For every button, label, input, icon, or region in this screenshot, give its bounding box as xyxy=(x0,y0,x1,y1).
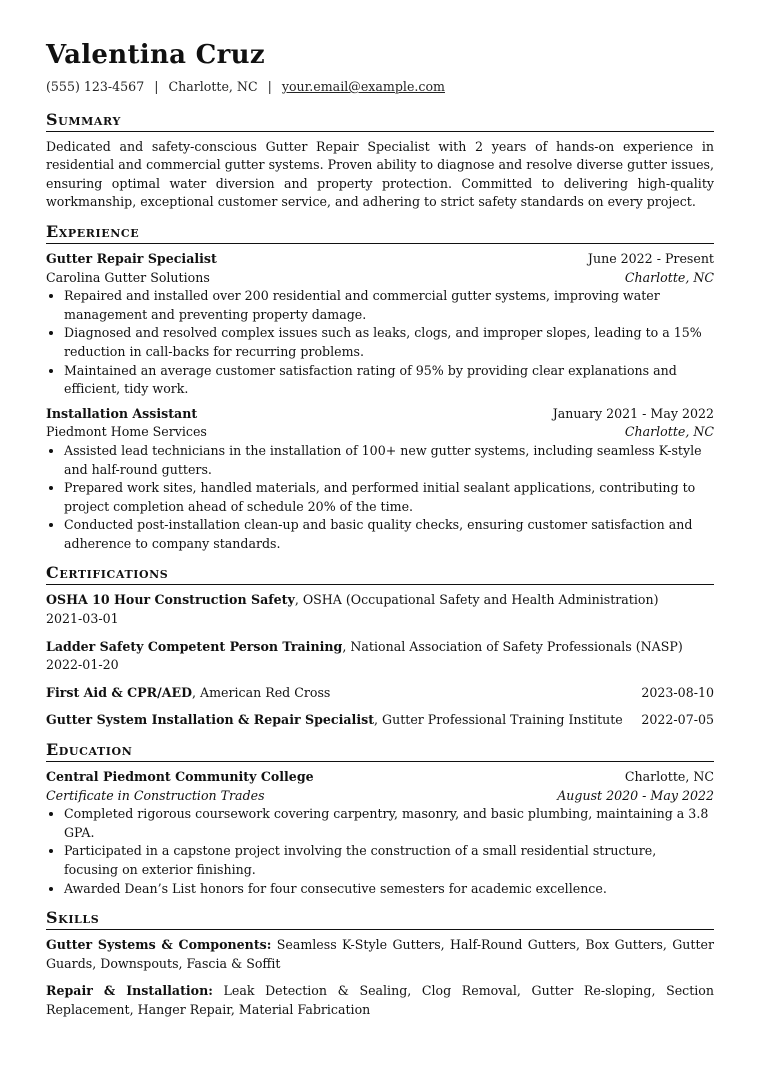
job-bullets xyxy=(46,287,714,399)
cert-issuer: , Gutter Professional Training Institute xyxy=(374,712,623,728)
experience-section xyxy=(46,222,714,554)
section-heading: Summary xyxy=(46,110,714,132)
cert-issuer: , National Association of Safety Professionals (NASP) xyxy=(342,638,683,654)
education-bullets xyxy=(46,805,714,898)
cert-name: OSHA 10 Hour Construction Safety xyxy=(46,592,295,608)
cert-entry xyxy=(46,711,714,730)
location: Charlotte, NC xyxy=(168,79,258,94)
cert-issuer: , OSHA (Occupational Safety and Health Administration) xyxy=(294,592,659,608)
education-dates: August 2020 - May 2022 xyxy=(557,787,714,803)
bullet-item: • Diagnosed and resolved complex issues such as leaks, clogs, and improper slopes, leading to a 15% reduction in call-backs for recurring problems. xyxy=(64,324,714,361)
bullet-item: • Maintained an average customer satisfaction rating of 95% by providing clear explanations and efficient, tidy work. xyxy=(64,362,714,399)
cert-date: 2022-07-05 xyxy=(641,712,714,728)
bullet-item: • Prepared work sites, handled materials, and performed initial sealant applications, contributing to project completion ahead of schedule 20% of the time. xyxy=(64,479,714,516)
job-company: Carolina Gutter Solutions xyxy=(46,269,210,285)
certifications-section xyxy=(46,563,714,730)
contact-line xyxy=(46,78,714,97)
cert-name: First Aid & CPR/AED xyxy=(46,684,193,700)
separator: | xyxy=(267,79,272,94)
cert-date: 2022-01-20 xyxy=(46,657,119,673)
skill-category: Gutter Systems & Components: xyxy=(46,937,272,953)
cert-entry xyxy=(46,638,714,675)
degree: Certificate in Construction Trades xyxy=(46,787,265,803)
education-section xyxy=(46,740,714,898)
job-dates: June 2022 - Present xyxy=(587,250,714,266)
school-name: Central Piedmont Community College xyxy=(46,769,314,785)
cert-entry xyxy=(46,684,714,703)
section-heading: Certifications xyxy=(46,563,714,585)
section-heading: Experience xyxy=(46,222,714,244)
bullet-item: • Repaired and installed over 200 residential and commercial gutter systems, improving water management and preventing property damage. xyxy=(64,287,714,324)
job-role: Installation Assistant xyxy=(46,405,198,421)
summary-text: Dedicated and safety-conscious Gutter Repair Specialist with 2 years of hands-on experience in residential and commercial gutter systems. Proven ability to diagnose and resolve diverse gutter issues, ensuring optimal water diversion and property protection. Committed to delivering high-quality workmanship, exceptional customer service, and adhering to strict safety standards on every project. xyxy=(46,138,714,210)
phone: (555) 123-4567 xyxy=(46,79,145,94)
section-heading: Education xyxy=(46,740,714,762)
skill-entry xyxy=(46,936,714,973)
skill-entry xyxy=(46,982,714,1019)
cert-name: Ladder Safety Competent Person Training xyxy=(46,638,343,654)
skill-category: Repair & Installation: xyxy=(46,983,213,999)
bullet-item: • Awarded Dean’s List honors for four consecutive semesters for academic excellence. xyxy=(64,880,714,899)
cert-date: 2023-08-10 xyxy=(641,684,714,700)
candidate-name: Valentina Cruz xyxy=(46,40,265,70)
job-location: Charlotte, NC xyxy=(624,424,714,440)
bullet-item: • Completed rigorous coursework covering carpentry, masonry, and basic plumbing, maintaining a 3.8 GPA. xyxy=(64,805,714,842)
job-company: Piedmont Home Services xyxy=(46,424,207,440)
job-role: Gutter Repair Specialist xyxy=(46,250,217,266)
job-entry xyxy=(46,250,714,399)
skill-list: Leak Detection & Sealing, Clog Removal, Gutter Re-sloping, Section Replacement, Hanger Repair, Material Fabrication xyxy=(46,983,714,1017)
cert-entry xyxy=(46,591,714,628)
bullet-item: • Participated in a capstone project involving the construction of a small residential structure, focusing on exterior finishing. xyxy=(64,842,714,879)
separator: | xyxy=(154,79,159,94)
skill-list: Seamless K-Style Gutters, Half-Round Gutters, Box Gutters, Gutter Guards, Downspouts, Fascia & Soffit xyxy=(46,937,714,971)
job-location: Charlotte, NC xyxy=(624,269,714,285)
cert-issuer: , American Red Cross xyxy=(192,684,331,700)
bullet-item: • Assisted lead technicians in the installation of 100+ new gutter systems, including seamless K-style and half-round gutters. xyxy=(64,442,714,479)
school-location: Charlotte, NC xyxy=(624,769,714,785)
cert-name: Gutter System Installation & Repair Specialist xyxy=(46,712,375,728)
bullet-item: • Conducted post-installation clean-up and basic quality checks, ensuring customer satisfaction and adherence to company standards. xyxy=(64,516,714,553)
job-entry xyxy=(46,405,714,554)
job-bullets xyxy=(46,442,714,554)
summary-section xyxy=(46,110,714,212)
cert-date: 2021-03-01 xyxy=(46,611,119,627)
skills-section xyxy=(46,908,714,1019)
section-heading: Skills xyxy=(46,908,714,930)
job-dates: January 2021 - May 2022 xyxy=(552,405,714,421)
email-link[interactable]: your.email@example.com xyxy=(281,79,445,94)
